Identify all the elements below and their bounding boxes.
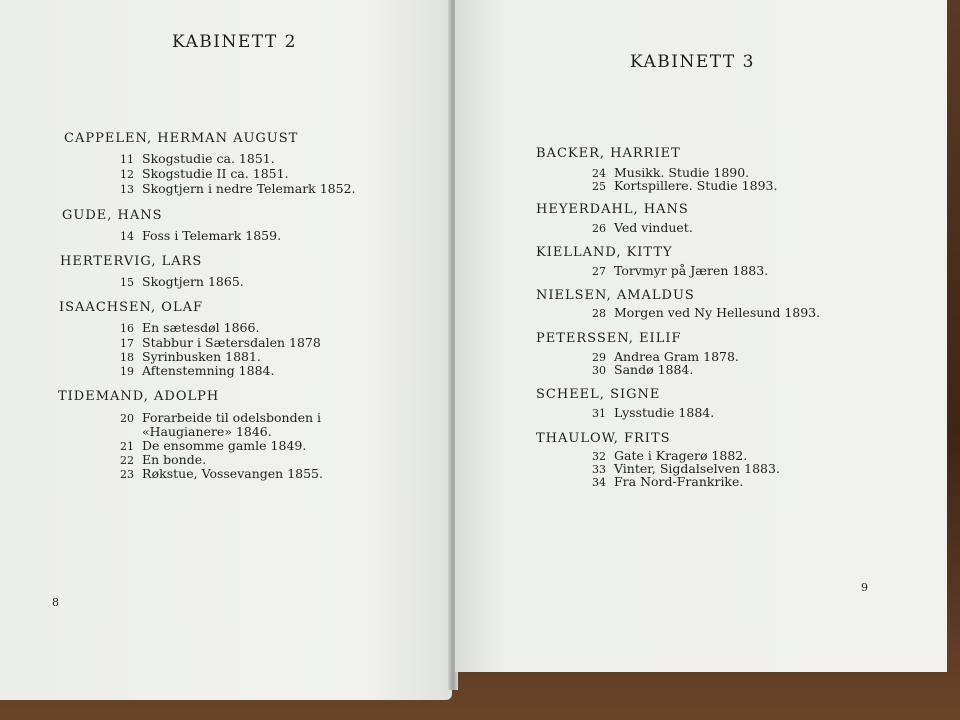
catalog-entry bbox=[582, 405, 714, 420]
work-title: Gate i Kragerø 1882. bbox=[614, 448, 748, 463]
work-title: Lysstudie 1884. bbox=[614, 405, 715, 420]
work-title: Sandø 1884. bbox=[614, 362, 694, 377]
catalog-entry bbox=[110, 320, 259, 335]
catalog-number: 30 bbox=[592, 364, 606, 377]
catalog-number: 34 bbox=[592, 476, 606, 489]
right-page bbox=[455, 0, 947, 672]
left-page bbox=[0, 0, 452, 700]
catalog-number: 11 bbox=[120, 153, 134, 166]
catalog-number: 21 bbox=[120, 440, 134, 453]
catalog-entry bbox=[582, 178, 777, 193]
catalog-number: 13 bbox=[120, 183, 134, 196]
work-title: Skogtjern i nedre Telemark 1852. bbox=[142, 181, 356, 196]
catalog-number: 29 bbox=[592, 351, 606, 364]
catalog-number: 24 bbox=[592, 167, 606, 180]
catalog-number: 17 bbox=[120, 337, 134, 350]
artist-name: PETERSSEN, EILIF bbox=[536, 331, 682, 346]
page-title: KABINETT 3 bbox=[630, 52, 755, 72]
catalog-entry bbox=[582, 263, 768, 278]
page-number: 8 bbox=[52, 596, 59, 609]
artist-name: ISAACHSEN, OLAF bbox=[59, 300, 204, 315]
catalog-entry bbox=[110, 166, 289, 181]
artist-name: HERTERVIG, LARS bbox=[60, 254, 203, 269]
catalog-number: 19 bbox=[120, 365, 134, 378]
catalog-number: 12 bbox=[120, 168, 134, 181]
page-number: 9 bbox=[861, 581, 868, 594]
page-title: KABINETT 2 bbox=[172, 32, 297, 52]
work-title: «Haugianere» 1846. bbox=[142, 424, 272, 439]
work-title: Skogtjern 1865. bbox=[142, 274, 244, 289]
catalog-number: 31 bbox=[592, 407, 606, 420]
work-title: Stabbur i Sætersdalen 1878 bbox=[142, 335, 321, 350]
work-title: Morgen ved Ny Hellesund 1893. bbox=[614, 305, 821, 320]
work-title: Foss i Telemark 1859. bbox=[142, 228, 282, 243]
artist-name: HEYERDAHL, HANS bbox=[536, 202, 689, 217]
catalog-entry bbox=[110, 181, 356, 196]
artist-name: BACKER, HARRIET bbox=[536, 146, 681, 161]
catalog-number: 25 bbox=[592, 180, 606, 193]
artist-name: CAPPELEN, HERMAN AUGUST bbox=[64, 131, 299, 146]
catalog-number: 32 bbox=[592, 450, 606, 463]
catalog-number: 22 bbox=[120, 454, 134, 467]
catalog-number: 20 bbox=[120, 412, 134, 425]
catalog-entry bbox=[582, 220, 693, 235]
catalog-entry bbox=[110, 151, 275, 166]
work-title: Skogstudie II ca. 1851. bbox=[142, 166, 289, 181]
catalog-entry bbox=[110, 349, 261, 364]
work-title: Aftenstemning 1884. bbox=[142, 363, 275, 378]
catalog-number: 28 bbox=[592, 307, 606, 320]
catalog-entry bbox=[110, 424, 272, 439]
work-title: Andrea Gram 1878. bbox=[614, 349, 739, 364]
artist-name: SCHEEL, SIGNE bbox=[536, 387, 661, 402]
work-title: Syrinbusken 1881. bbox=[142, 349, 261, 364]
catalog-number: 16 bbox=[120, 322, 134, 335]
catalog-entry bbox=[110, 228, 281, 243]
catalog-number: 15 bbox=[120, 276, 134, 289]
work-title: Torvmyr på Jæren 1883. bbox=[614, 263, 769, 278]
catalog-number: 27 bbox=[592, 265, 606, 278]
catalog-number: 26 bbox=[592, 222, 606, 235]
catalog-number: 14 bbox=[120, 230, 134, 243]
catalog-entry bbox=[110, 466, 323, 481]
catalog-number: 18 bbox=[120, 351, 134, 364]
work-title: Kortspillere. Studie 1893. bbox=[614, 178, 778, 193]
work-title: De ensomme gamle 1849. bbox=[142, 438, 307, 453]
work-title: Forarbeide til odelsbonden i bbox=[142, 410, 322, 425]
work-title: Fra Nord-Frankrike. bbox=[614, 474, 744, 489]
work-title: Vinter, Sigdalselven 1883. bbox=[614, 461, 780, 476]
artist-name: THAULOW, FRITS bbox=[536, 431, 671, 446]
work-title: En bonde. bbox=[142, 452, 207, 467]
catalog-entry bbox=[110, 438, 306, 453]
artist-name: TIDEMAND, ADOLPH bbox=[58, 389, 220, 404]
catalog-entry bbox=[110, 452, 206, 467]
catalog-entry bbox=[582, 305, 820, 320]
work-title: En sætesdøl 1866. bbox=[142, 320, 260, 335]
catalog-entry bbox=[110, 335, 321, 350]
catalog-entry bbox=[110, 410, 321, 425]
catalog-entry bbox=[582, 474, 743, 489]
work-title: Røkstue, Vossevangen 1855. bbox=[142, 466, 323, 481]
artist-name: NIELSEN, AMALDUS bbox=[536, 288, 695, 303]
work-title: Musikk. Studie 1890. bbox=[614, 165, 750, 180]
catalog-entry bbox=[110, 274, 244, 289]
artist-name: GUDE, HANS bbox=[62, 208, 163, 223]
work-title: Ved vinduet. bbox=[614, 220, 693, 235]
catalog-entry bbox=[582, 362, 693, 377]
catalog-number: 23 bbox=[120, 468, 134, 481]
artist-name: KIELLAND, KITTY bbox=[536, 245, 673, 260]
catalog-number: 33 bbox=[592, 463, 606, 476]
catalog-entry bbox=[110, 363, 274, 378]
work-title: Skogstudie ca. 1851. bbox=[142, 151, 275, 166]
